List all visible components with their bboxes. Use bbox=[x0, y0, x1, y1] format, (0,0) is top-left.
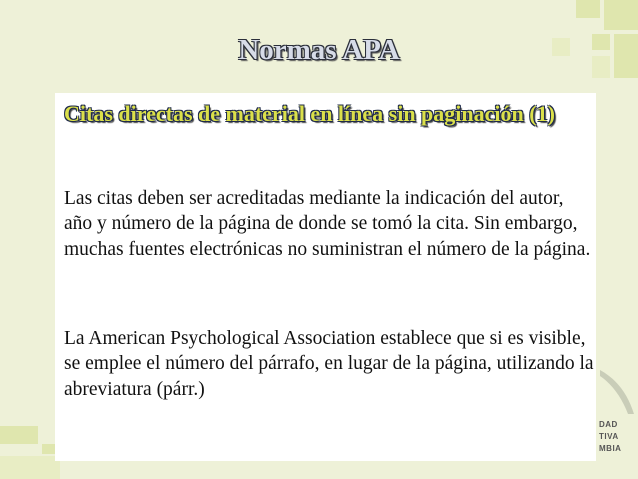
decor-square bbox=[604, 0, 638, 30]
logo-text-line: MBIA bbox=[599, 444, 622, 453]
decor-square bbox=[0, 426, 38, 444]
section-subtitle: Citas directas de material en línea sin paginación (1) bbox=[64, 101, 555, 126]
slide-title: Normas APA bbox=[238, 34, 400, 66]
paragraph-1: Las citas deben ser acreditadas mediante la indicación del autor, año y número de la página de donde se tomó la cita. Sin embargo, muchas fuentes electrónicas no suministran el número de la página. bbox=[64, 188, 591, 260]
decor-square bbox=[576, 0, 600, 18]
logo-swoosh-icon bbox=[598, 370, 636, 414]
decor-square bbox=[0, 456, 60, 479]
logo-text-line: DAD bbox=[599, 420, 618, 429]
decor-square bbox=[42, 444, 56, 454]
content-box bbox=[55, 93, 596, 461]
logo-text-line: TIVA bbox=[599, 432, 619, 441]
paragraph-2: La American Psychological Association establece que si es visible, se emplee el número del párrafo, en lugar de la página, utilizando la abreviatura (párr.) bbox=[64, 328, 594, 400]
